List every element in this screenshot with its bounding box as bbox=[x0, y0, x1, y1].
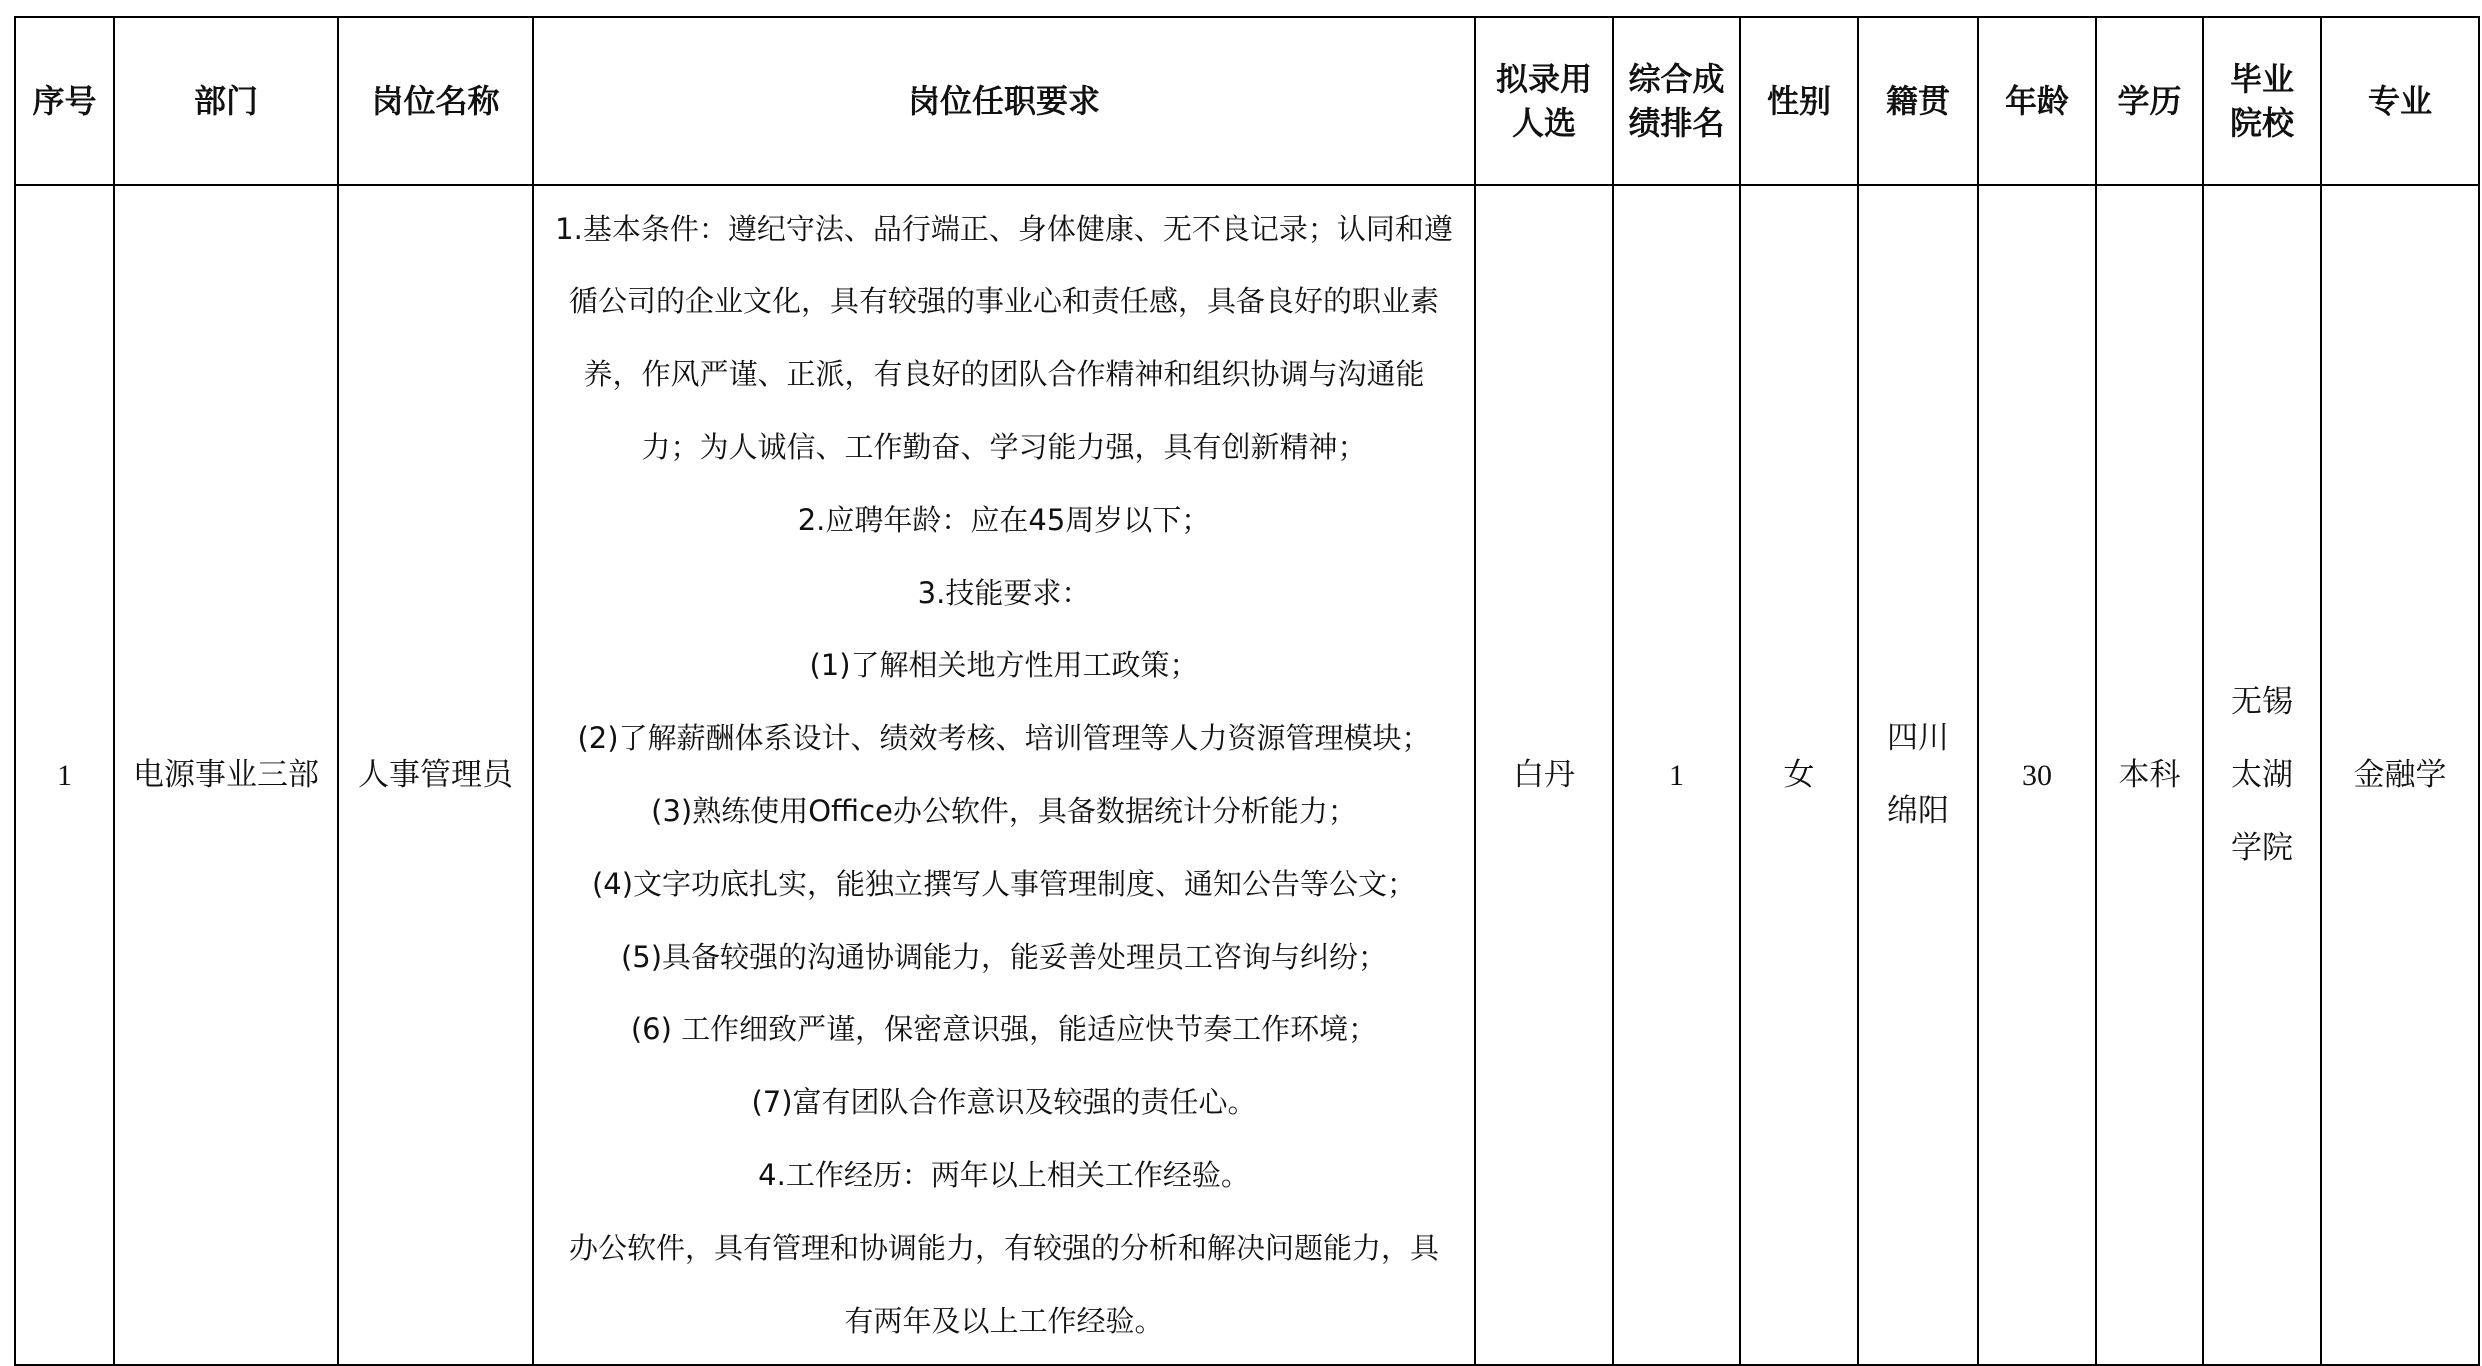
header-native-place: 籍贯 bbox=[1858, 17, 1978, 185]
requirement-line: 养，作风严谨、正派，有良好的团队合作精神和组织协调与沟通能 bbox=[583, 357, 1425, 392]
cell-department: 电源事业三部 bbox=[114, 185, 338, 1365]
header-age: 年龄 bbox=[1978, 17, 2096, 185]
requirement-line: (5)具备较强的沟通协调能力，能妥善处理员工咨询与纠纷； bbox=[620, 939, 1388, 974]
requirement-line: 3.技能要求： bbox=[917, 575, 1091, 610]
cell-school bbox=[2203, 185, 2321, 1365]
requirement-line: 办公软件，具有管理和协调能力，有较强的分析和解决问题能力，具 bbox=[568, 1230, 1439, 1265]
native-place-line: 四川 bbox=[1887, 720, 1949, 756]
school-line: 太湖 bbox=[2231, 756, 2293, 793]
cell-major: 金融学 bbox=[2321, 185, 2479, 1365]
header-department: 部门 bbox=[114, 17, 338, 185]
requirement-line: 循公司的企业文化，具有较强的事业心和责任感，具备良好的职业素 bbox=[568, 284, 1439, 319]
cell-gender: 女 bbox=[1740, 185, 1858, 1365]
cell-age: 30 bbox=[1978, 185, 2096, 1365]
recruitment-table bbox=[14, 16, 2480, 1366]
requirement-line: 1.基本条件：遵纪守法、品行端正、身体健康、无不良记录；认同和遵 bbox=[555, 211, 1453, 246]
header-rank-line: 绩排名 bbox=[1628, 104, 1725, 142]
cell-native-place bbox=[1858, 185, 1978, 1365]
cell-position-name: 人事管理员 bbox=[338, 185, 533, 1365]
cell-score-rank: 1 bbox=[1613, 185, 1740, 1365]
header-school-line: 毕业 bbox=[2229, 60, 2294, 98]
cell-requirements bbox=[533, 185, 1475, 1365]
header-score-rank bbox=[1613, 17, 1740, 185]
table-row bbox=[15, 185, 2479, 1365]
native-place-line: 绵阳 bbox=[1887, 793, 1949, 829]
header-major: 专业 bbox=[2321, 17, 2479, 185]
requirement-line: (2)了解薪酬体系设计、绩效考核、培训管理等人力资源管理模块； bbox=[577, 721, 1431, 756]
header-requirements: 岗位任职要求 bbox=[533, 17, 1475, 185]
requirement-line: (4)文字功底扎实，能独立撰写人事管理制度、通知公告等公文； bbox=[591, 866, 1417, 901]
header-school-line: 院校 bbox=[2229, 104, 2294, 142]
requirement-line: (1)了解相关地方性用工政策； bbox=[809, 648, 1199, 683]
requirement-line: 4.工作经历：两年以上相关工作经验。 bbox=[758, 1157, 1250, 1192]
requirement-line: 2.应聘年龄：应在45周岁以下； bbox=[797, 502, 1211, 537]
requirement-line: 有两年及以上工作经验。 bbox=[844, 1303, 1164, 1338]
header-gender: 性别 bbox=[1740, 17, 1858, 185]
header-row bbox=[15, 17, 2479, 185]
cell-seq: 1 bbox=[15, 185, 114, 1365]
header-position-name: 岗位名称 bbox=[338, 17, 533, 185]
header-candidate bbox=[1475, 17, 1613, 185]
requirement-line: (6) 工作细致严谨，保密意识强，能适应快节奏工作环境； bbox=[630, 1012, 1378, 1047]
header-education: 学历 bbox=[2096, 17, 2203, 185]
header-rank-line: 综合成 bbox=[1628, 60, 1725, 98]
header-candidate-line: 人选 bbox=[1511, 104, 1576, 142]
header-candidate-line: 拟录用 bbox=[1495, 60, 1592, 98]
requirement-line: 力；为人诚信、工作勤奋、学习能力强，具有创新精神； bbox=[641, 430, 1367, 465]
cell-education: 本科 bbox=[2096, 185, 2203, 1365]
school-line: 学院 bbox=[2231, 829, 2293, 866]
header-seq: 序号 bbox=[15, 17, 114, 185]
requirement-line: (3)熟练使用Office办公软件，具备数据统计分析能力； bbox=[651, 794, 1357, 828]
header-school bbox=[2203, 17, 2321, 185]
cell-candidate: 白丹 bbox=[1475, 185, 1613, 1365]
school-line: 无锡 bbox=[2231, 683, 2293, 720]
requirement-line: (7)富有团队合作意识及较强的责任心。 bbox=[751, 1085, 1257, 1120]
